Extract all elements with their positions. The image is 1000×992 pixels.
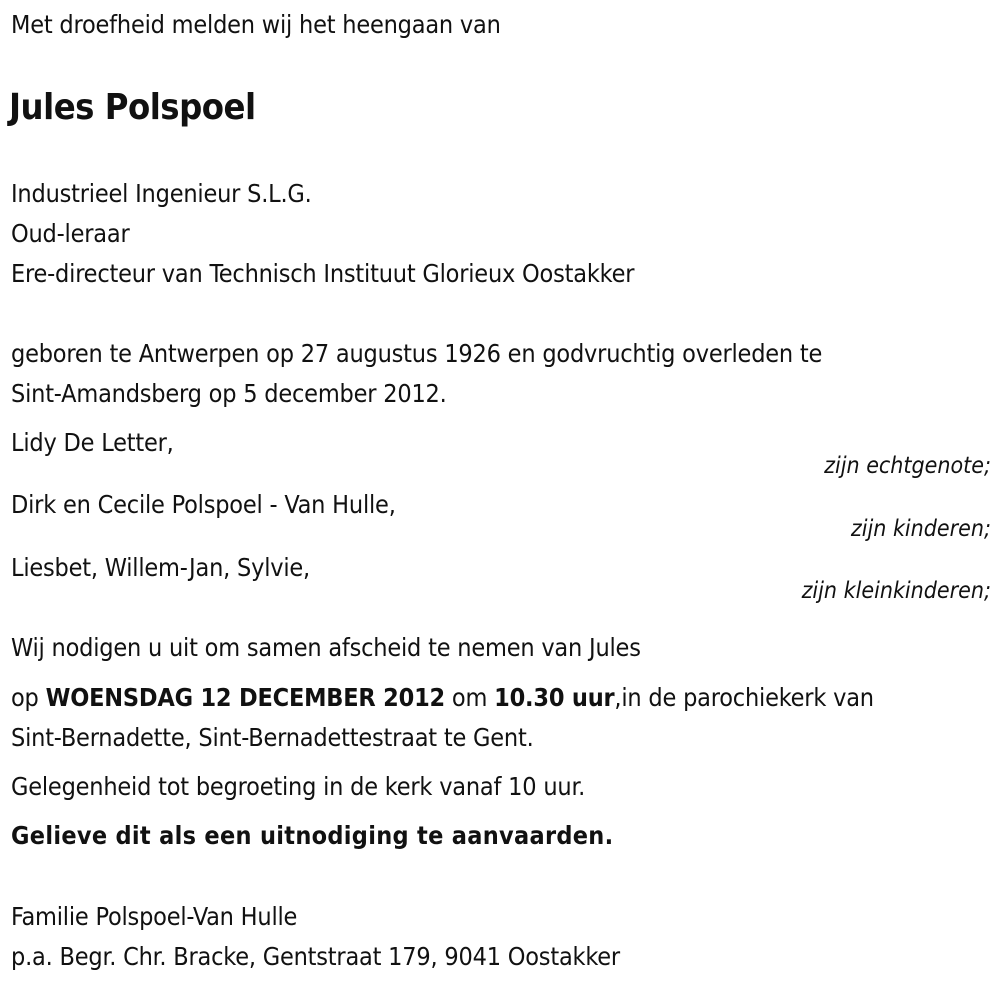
family-children-names: Dirk en Cecile Polspoel - Van Hulle,	[11, 490, 396, 519]
ceremony-prefix: op	[11, 683, 46, 712]
title-line-1: Industrieel Ingenieur S.L.G.	[11, 179, 312, 208]
signature-line-2: p.a. Begr. Chr. Bracke, Gentstraat 179, 9041 Oostakker	[11, 942, 620, 971]
ceremony-middle: om	[444, 683, 495, 712]
greeting-text: Gelegenheid tot begroeting in de kerk vanaf 10 uur.	[11, 772, 586, 801]
family-grandchildren-relation: zijn kleinkinderen;	[801, 578, 991, 604]
request-text: Gelieve dit als een uitnodiging te aanvaarden.	[11, 821, 614, 850]
ceremony-line-2: Sint-Bernadette, Sint-Bernadettestraat te Gent.	[11, 723, 534, 752]
deceased-name: Jules Polspoel	[9, 87, 256, 128]
ceremony-date: WOENSDAG 12 DECEMBER 2012	[45, 683, 445, 712]
family-grandchildren-names: Liesbet, Willem-Jan, Sylvie,	[11, 553, 310, 582]
intro-text: Met droefheid melden wij het heengaan van	[11, 10, 501, 39]
family-children-relation: zijn kinderen;	[850, 516, 991, 542]
family-spouse-names: Lidy De Letter,	[11, 428, 174, 457]
ceremony-line-1	[11, 683, 874, 713]
ceremony-suffix: ,in de parochiekerk van	[614, 683, 874, 712]
birth-death-line-2: Sint-Amandsberg op 5 december 2012.	[11, 379, 447, 408]
title-line-3: Ere-directeur van Technisch Instituut Glorieux Oostakker	[11, 259, 635, 288]
invitation-text: Wij nodigen u uit om samen afscheid te nemen van Jules	[11, 633, 641, 662]
ceremony-time: 10.30 uur	[494, 683, 615, 712]
family-spouse-relation: zijn echtgenote;	[824, 453, 991, 479]
birth-death-line-1: geboren te Antwerpen op 27 augustus 1926 en godvruchtig overleden te	[11, 339, 823, 368]
title-line-2: Oud-leraar	[11, 219, 130, 248]
signature-line-1: Familie Polspoel-Van Hulle	[11, 902, 298, 931]
